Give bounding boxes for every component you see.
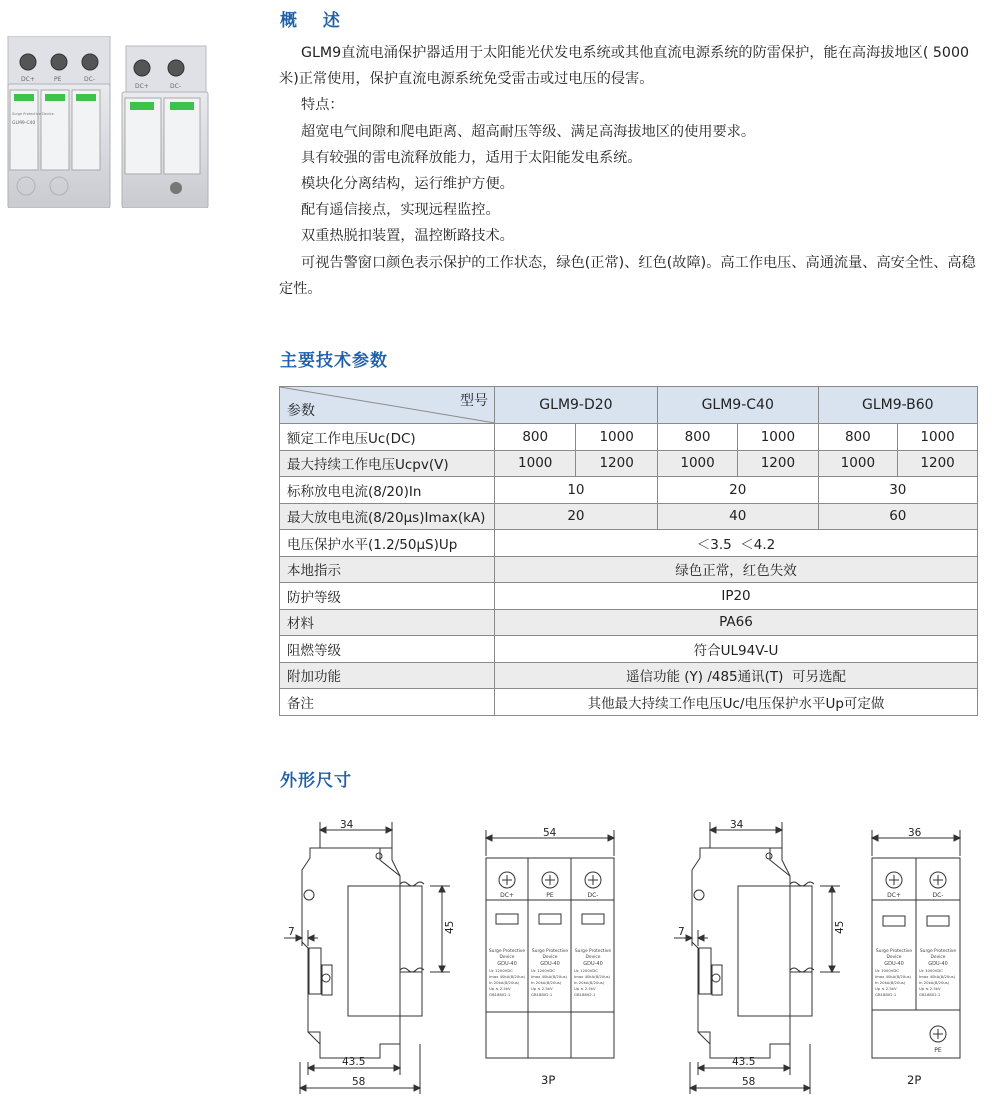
dims-heading: 外形尺寸 — [280, 771, 352, 791]
side-view-3p — [302, 848, 424, 1058]
module-model: GDU-40 — [928, 961, 948, 967]
module-model: GDU-40 — [497, 961, 517, 967]
module-label: Surge Protective — [875, 949, 913, 954]
photo-terminal-label: DC+ — [135, 83, 149, 90]
table-cell: 1200 — [576, 450, 657, 477]
model-header: GLM9-B60 — [818, 387, 977, 424]
row-label: 阻燃等级 — [280, 636, 495, 663]
spec-table — [279, 386, 978, 716]
status-window-icon — [170, 102, 194, 110]
dim-side-top-2p: 34 — [730, 819, 744, 831]
module-spec: Uc 1000VDC — [919, 968, 943, 973]
module-label: Surge Protective — [574, 949, 612, 954]
table-row — [280, 530, 978, 557]
module-label: Surge Protective — [531, 949, 569, 954]
row-label: 最大持续工作电压Ucpv(V) — [280, 450, 495, 477]
table-cell: 1000 — [495, 450, 576, 477]
module-spec: Up ≤ 2.5kV — [574, 986, 596, 991]
feature-item: 超宽电气间隙和爬电距离、超高耐压等级、满足高海拔地区的使用要求。 — [301, 123, 756, 140]
table-cell: IP20 — [495, 583, 978, 610]
row-label: 附加功能 — [280, 662, 495, 689]
status-window-icon — [14, 94, 34, 101]
terminal-label: DC+ — [887, 892, 901, 899]
photo-module-label: Surge Protective Device — [12, 112, 54, 116]
table-cell: ＜3.5 ＜4.2 — [495, 530, 978, 557]
module-spec: In 20kA(8/20us) — [531, 980, 562, 985]
row-label: 额定工作电压Uc(DC) — [280, 424, 495, 451]
table-cell: 其他最大持续工作电压Uc/电压保护水平Up可定做 — [495, 689, 978, 716]
module-label: Device — [930, 955, 946, 960]
module-spec: Imax 40kA(8/20us) — [531, 974, 568, 979]
table-row — [280, 583, 978, 610]
model-header: GLM9-D20 — [495, 387, 658, 424]
status-window-icon — [130, 102, 154, 110]
row-label: 本地指示 — [280, 556, 495, 583]
dim-side-total-2p: 58 — [742, 1076, 756, 1088]
dim-side-inner-2p: 43.5 — [732, 1056, 756, 1068]
overview-text — [279, 40, 984, 302]
module-spec: In 20kA(8/20us) — [919, 980, 950, 985]
module-spec: GB18802.1 — [489, 992, 511, 997]
dim-side-offset-2p: 7 — [678, 926, 685, 938]
module-label: Device — [585, 955, 601, 960]
pe-terminal-icon — [170, 182, 182, 194]
module-spec: Imax 40kA(8/20us) — [919, 974, 956, 979]
table-corner-cell — [280, 387, 495, 424]
feature-item: 配有遥信接点，实现远程监控。 — [301, 202, 500, 219]
table-row — [280, 503, 978, 530]
feature-item: 双重热脱扣装置，温控断路技术。 — [301, 228, 514, 245]
module-label: Surge Protective — [488, 949, 526, 954]
overview-heading: 概 述 — [280, 11, 350, 31]
terminal-label: DC- — [932, 892, 944, 899]
module-spec: GB18802.1 — [574, 992, 596, 997]
table-cell: 30 — [818, 477, 977, 504]
model-header: GLM9-C40 — [657, 387, 818, 424]
dim-front-2p: 36 — [908, 827, 922, 839]
table-cell: 60 — [818, 503, 977, 530]
module-spec: Up ≤ 2.5kV — [489, 986, 511, 991]
module-model: GDU-40 — [583, 961, 603, 967]
status-window-icon — [45, 94, 65, 101]
photo-terminal-label: DC- — [84, 76, 95, 83]
feature-item: 具有较强的雷电流释放能力，适用于太阳能发电系统。 — [301, 149, 642, 166]
table-cell: 1000 — [738, 424, 818, 451]
dim-side-offset: 7 — [288, 926, 295, 938]
module-label: Device — [499, 955, 515, 960]
table-cell: 符合UL94V-U — [495, 636, 978, 663]
table-cell: 1000 — [898, 424, 978, 451]
table-cell: 遥信功能 (Y) /485通讯(T) 可另选配 — [495, 662, 978, 689]
photo-module-model: GLM9-C40 — [12, 121, 36, 126]
row-label: 电压保护水平(1.2/50μS)Up — [280, 530, 495, 557]
caption-3p: 3P — [541, 1073, 556, 1087]
caption-2p: 2P — [907, 1073, 922, 1087]
terminal-label: DC- — [587, 892, 599, 899]
screw-terminal-icon — [20, 54, 98, 70]
table-cell: 1000 — [576, 424, 657, 451]
row-label: 备注 — [280, 689, 495, 716]
table-row — [280, 477, 978, 504]
table-cell: 800 — [818, 424, 898, 451]
feature-item: 模块化分离结构，运行维护方便。 — [301, 176, 514, 193]
terminal-label: DC+ — [500, 892, 514, 899]
screw-terminal-icon — [134, 60, 150, 76]
dim-side-total: 58 — [352, 1076, 366, 1088]
module-spec: Up ≤ 2.5kV — [531, 986, 553, 991]
photo-terminal-label: DC- — [170, 83, 181, 90]
module-spec: Imax 40kA(8/20us) — [875, 974, 912, 979]
module-spec: Up ≤ 2.5kV — [875, 986, 897, 991]
module-spec: Uc 1200VDC — [574, 968, 598, 973]
dim-side-top: 34 — [340, 819, 354, 831]
table-cell: 1000 — [657, 450, 737, 477]
module-spec: Imax 40kA(8/20us) — [574, 974, 611, 979]
table-cell: 40 — [657, 503, 818, 530]
module-spec: GB18802.1 — [531, 992, 553, 997]
table-row — [280, 450, 978, 477]
module-spec: In 20kA(8/20us) — [574, 980, 605, 985]
side-view-2p — [674, 822, 840, 1094]
screw-terminal-icon — [168, 60, 184, 76]
table-row — [280, 662, 978, 689]
module-spec: In 20kA(8/20us) — [489, 980, 520, 985]
module-label: Device — [886, 955, 902, 960]
table-row — [280, 424, 978, 451]
table-row — [280, 636, 978, 663]
module-spec: Imax 40kA(8/20us) — [489, 974, 526, 979]
dimension-drawing — [260, 800, 1000, 1100]
module-label: Device — [542, 955, 558, 960]
dim-side-inner: 43.5 — [342, 1056, 366, 1068]
module-model: GDU-40 — [540, 961, 560, 967]
module-spec: Up ≤ 2.5kV — [919, 986, 941, 991]
photo-terminal-label: DC+ — [21, 76, 35, 83]
module-model: GDU-40 — [884, 961, 904, 967]
table-cell: 1200 — [738, 450, 818, 477]
overview-closing: 可视告警窗口颜色表示保护的工作状态，绿色(正常)、红色(故障)。高工作电压、高通流量、高安全性、高稳定性。 — [279, 254, 976, 297]
table-row — [280, 689, 978, 716]
row-label: 标称放电电流(8/20)In — [280, 477, 495, 504]
corner-param-label: 参数 — [287, 403, 315, 419]
row-label: 最大放电电流(8/20μs)Imax(kA) — [280, 503, 495, 530]
table-cell: 绿色正常，红色失效 — [495, 556, 978, 583]
table-cell: 20 — [657, 477, 818, 504]
terminal-label: PE — [934, 1047, 942, 1054]
table-cell: 1000 — [818, 450, 898, 477]
module-label: Surge Protective — [919, 949, 957, 954]
table-cell: 800 — [657, 424, 737, 451]
front-view-2p — [872, 858, 960, 1058]
module-spec: GB18802.1 — [919, 992, 941, 997]
product-photo — [4, 36, 212, 208]
dim-front-3p: 54 — [543, 827, 557, 839]
module-spec: In 20kA(8/20us) — [875, 980, 906, 985]
params-heading: 主要技术参数 — [280, 351, 388, 371]
table-cell: 20 — [495, 503, 658, 530]
row-label: 防护等级 — [280, 583, 495, 610]
corner-model-label: 型号 — [460, 393, 488, 409]
table-row — [280, 609, 978, 636]
dim-side-height-2p: 45 — [834, 920, 846, 934]
module-spec: GB18802.1 — [875, 992, 897, 997]
table-header-row — [280, 387, 978, 424]
features-title: 特点： — [301, 97, 344, 114]
terminal-label: PE — [546, 892, 554, 899]
module-spec: Uc 1000VDC — [875, 968, 899, 973]
dim-side-height: 45 — [444, 920, 456, 934]
table-row — [280, 556, 978, 583]
module-spec: Uc 1200VDC — [489, 968, 513, 973]
table-cell: 1200 — [898, 450, 978, 477]
table-cell: 800 — [495, 424, 576, 451]
overview-intro: GLM9直流电涌保护器适用于太阳能光伏发电系统或其他直流电源系统的防雷保护，能在高海拔地区( 5000米)正常使用，保护直流电源系统免受雷击或过电压的侵害。 — [279, 45, 970, 88]
photo-terminal-label: PE — [54, 76, 62, 83]
module-spec: Uc 1200VDC — [531, 968, 555, 973]
status-window-icon — [76, 94, 96, 101]
table-cell: 10 — [495, 477, 658, 504]
table-cell: PA66 — [495, 609, 978, 636]
row-label: 材料 — [280, 609, 495, 636]
